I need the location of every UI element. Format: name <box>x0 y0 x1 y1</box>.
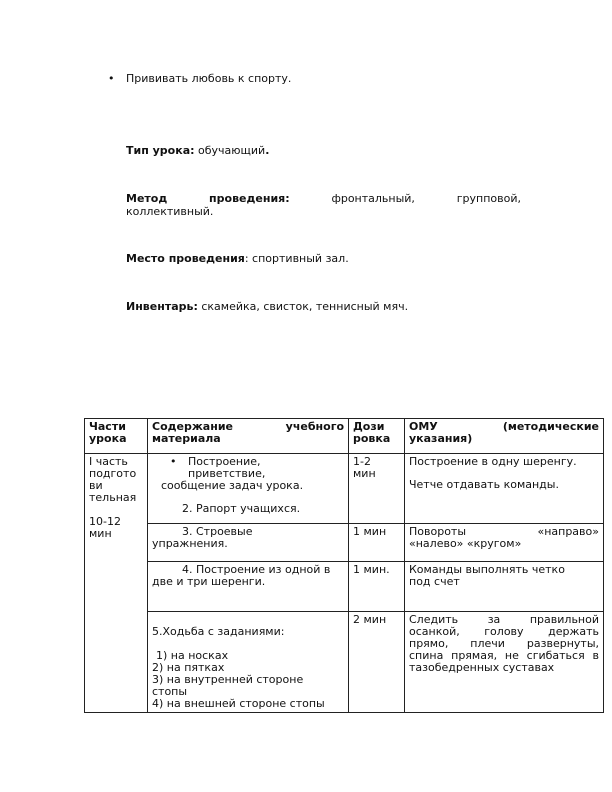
lesson-type-label: Тип урока: <box>126 144 195 157</box>
inventory-value: скамейка, свисток, теннисный мяч. <box>197 300 409 313</box>
dose-cell: 2 мин <box>349 612 405 713</box>
table-row <box>85 612 604 713</box>
place-value: : спортивный зал. <box>244 252 349 265</box>
header-content: Содержание учебного материала <box>148 419 349 454</box>
method <box>126 192 521 218</box>
method-value-3: коллективный. <box>126 205 214 218</box>
omu-cell: Повороты «направо» «налево» «кругом» <box>405 524 604 562</box>
inventory <box>126 300 521 313</box>
bullet-icon: • <box>108 72 115 85</box>
method-label-1: Метод <box>126 192 168 205</box>
table-header-row <box>85 419 604 454</box>
table-row <box>85 524 604 562</box>
goal-text: Прививать любовь к спорту. <box>126 72 292 85</box>
content-cell: 4. Построение из одной в две и три шеренги. <box>148 562 349 612</box>
content-cell: 3. Строевые упражнения. <box>148 524 349 562</box>
header-omu: ОМУ (методические указания) <box>405 419 604 454</box>
table-row <box>85 454 604 524</box>
omu-cell: Следить за правильной осанкой, голову держать прямо, плечи развернуты, спина прямая, не сгибаться в тазобедренных суставах <box>405 612 604 713</box>
list-item: • Построение, приветствие, <box>152 456 344 480</box>
method-value-1: фронтальный, <box>331 192 415 205</box>
dose-cell: 1 мин <box>349 524 405 562</box>
lesson-table <box>84 418 604 713</box>
header-dose: Дози ровка <box>349 419 405 454</box>
omu-cell: Команды выполнять четко под счет <box>405 562 604 612</box>
place <box>126 252 521 265</box>
content-cell: 5.Ходьба с заданиями: 1) на носках 2) на пятках 3) на внутренней стороне стопы 4) на внешней стороне стопы <box>148 612 349 713</box>
inventory-label: Инвентарь: <box>126 300 198 313</box>
goal-bullet <box>108 72 291 85</box>
dose-cell: 1-2 мин <box>349 454 405 524</box>
content-cell: • Построение, приветствие, сообщение задач урока. 2. Рапорт учащихся. <box>148 454 349 524</box>
lesson-type-end: . <box>265 144 270 157</box>
table-row <box>85 562 604 612</box>
header-parts: Части урока <box>85 419 148 454</box>
method-label-2: проведения: <box>209 192 290 205</box>
omu-cell: Построение в одну шеренгу. Четче отдавать команды. <box>405 454 604 524</box>
method-value-2: групповой, <box>456 192 521 205</box>
part-cell: I часть подгото ви тельная 10-12 мин <box>85 454 148 713</box>
lesson-type <box>126 144 521 157</box>
place-label: Место проведения <box>126 252 245 265</box>
lesson-type-value: обучающий <box>194 144 266 157</box>
dose-cell: 1 мин. <box>349 562 405 612</box>
